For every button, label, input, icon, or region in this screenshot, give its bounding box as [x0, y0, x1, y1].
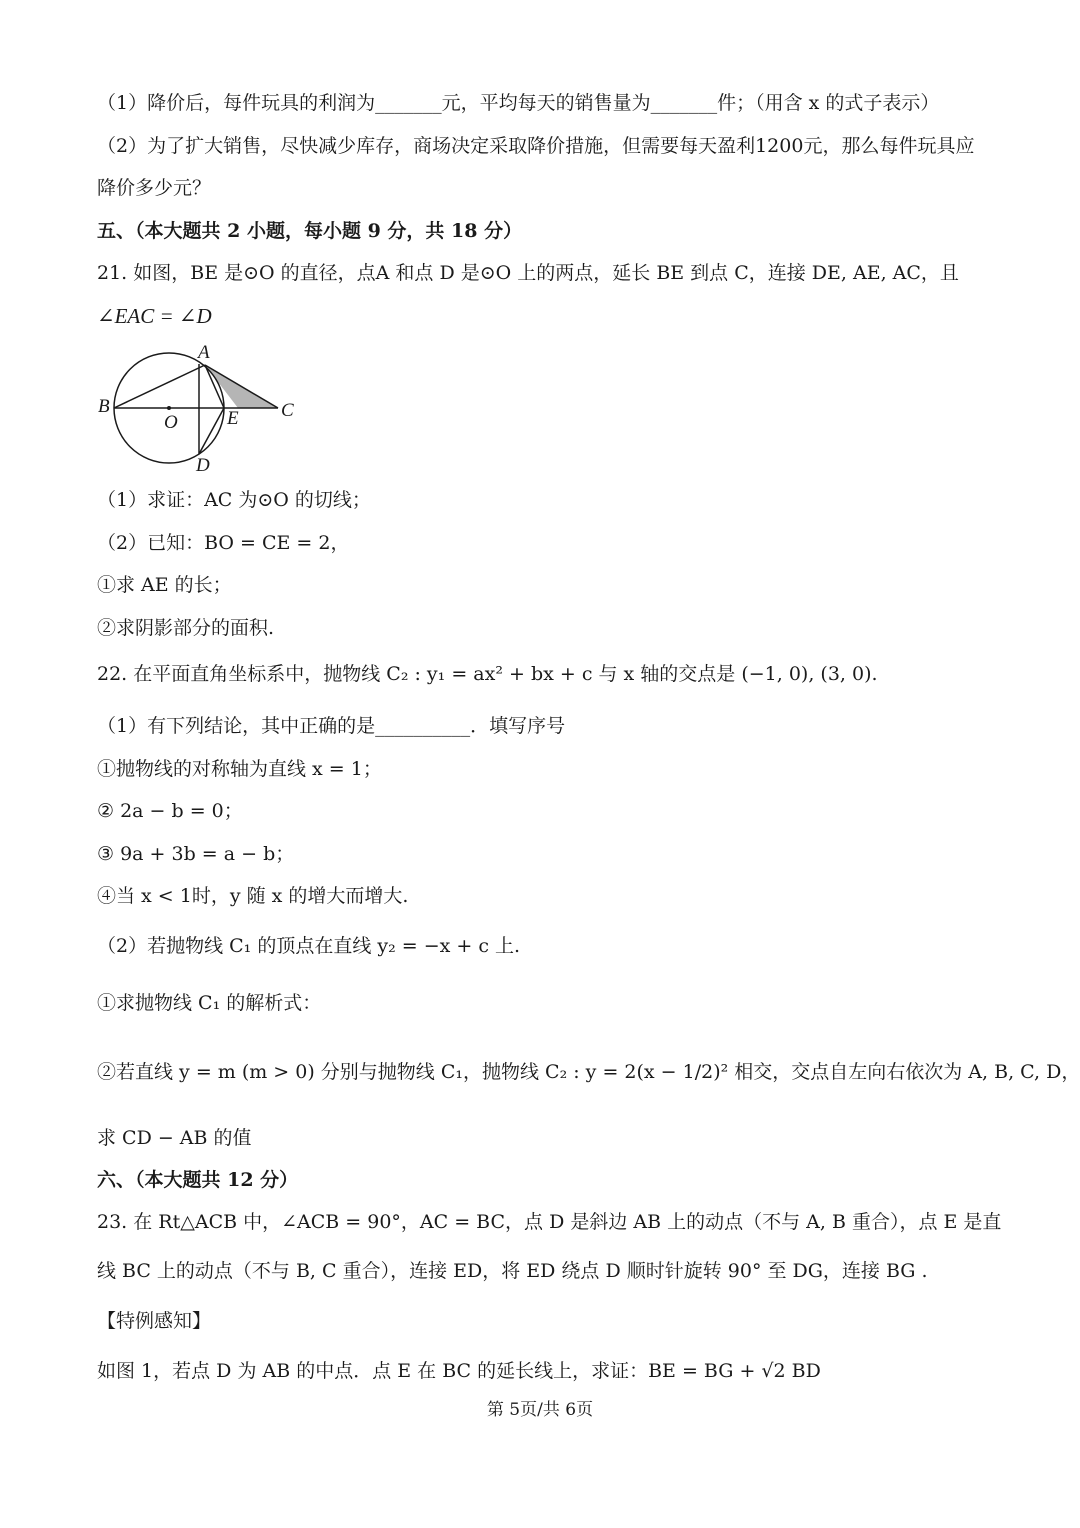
section-5-heading: 五、（本大题共 2 小题，每小题 9 分，共 18 分）	[97, 220, 523, 242]
line-q22-opt4: ④当 x < 1时，y 随 x 的增大而增大.	[97, 885, 409, 907]
line-q22-2-2: ②若直线 y = m (m > 0) 分别与抛物线 C₁，抛物线 C₂ : y = 2(x − 1/2)² 相交，交点自左向右依次为 A, B, C, D，	[97, 1061, 1080, 1083]
line-q22-2-3: 求 CD − AB 的值	[97, 1127, 252, 1149]
line-q21-2: （2）已知：BO = CE = 2，	[97, 532, 350, 554]
line-q23c: 如图 1，若点 D 为 AB 的中点．点 E 在 BC 的延长线上，求证：BE = BG + √2 BD	[97, 1360, 821, 1382]
line-q22-2-1: ①求抛物线 C₁ 的解析式：	[97, 992, 322, 1014]
line-q21-1: （1）求证：AC 为⊙O 的切线；	[97, 489, 371, 511]
label-o: O	[164, 412, 178, 433]
line-q21-2-2: ②求阴影部分的面积.	[97, 617, 275, 639]
line-q20-2b: 降价多少元？	[97, 177, 212, 199]
line-q21b: ∠EAC = ∠D	[97, 304, 212, 328]
line-q22-2: （2）若抛物线 C₁ 的顶点在直线 y₂ = −x + c 上.	[97, 935, 521, 957]
center-point	[167, 406, 171, 410]
line-q21a: 21. 如图，BE 是⊙O 的直径，点A 和点 D 是⊙O 上的两点，延长 BE 到点 C，连接 DE, AE, AC，且	[97, 262, 959, 284]
line-q21-2-1: ①求 AE 的长；	[97, 574, 232, 596]
line-q22-opt1: ①抛物线的对称轴为直线 x = 1；	[97, 758, 382, 780]
line-q22-opt3: ③ 9a + 3b = a − b；	[97, 843, 295, 865]
section-6-heading: 六、（本大题共 12 分）	[97, 1169, 299, 1191]
line-q20-1: （1）降价后，每件玩具的利润为_______元，平均每天的销售量为_______件；（用含 x 的式子表示）	[97, 92, 940, 114]
line-q23a: 23. 在 Rt△ACB 中，∠ACB = 90°，AC = BC，点 D 是斜边 AB 上的动点（不与 A, B 重合），点 E 是直	[97, 1211, 1002, 1233]
circle-figure	[92, 338, 312, 478]
page-footer: 第 5页/共 6页	[486, 1400, 594, 1420]
label-e: E	[227, 408, 239, 429]
label-b: B	[98, 396, 110, 417]
line-q23-tag: 【特例感知】	[97, 1310, 212, 1332]
line-q23b: 线 BC 上的动点（不与 B, C 重合），连接 ED，将 ED 绕点 D 顺时针旋转 90° 至 DG，连接 BG .	[97, 1260, 928, 1282]
line-q22: 22. 在平面直角坐标系中，抛物线 C₂ : y₁ = ax² + bx + c 与 x 轴的交点是 (−1, 0), (3, 0).	[97, 663, 878, 685]
label-d: D	[196, 455, 210, 476]
line-q22-opt2: ② 2a − b = 0；	[97, 800, 243, 822]
line-q22-1: （1）有下列结论，其中正确的是__________．填写序号	[97, 715, 566, 737]
line-q20-2a: （2）为了扩大销售，尽快减少库存，商场决定采取降价措施，但需要每天盈利1200元，那么每件玩具应	[97, 135, 975, 157]
segment-de	[199, 408, 224, 454]
label-c: C	[281, 400, 294, 421]
label-a: A	[198, 342, 210, 363]
